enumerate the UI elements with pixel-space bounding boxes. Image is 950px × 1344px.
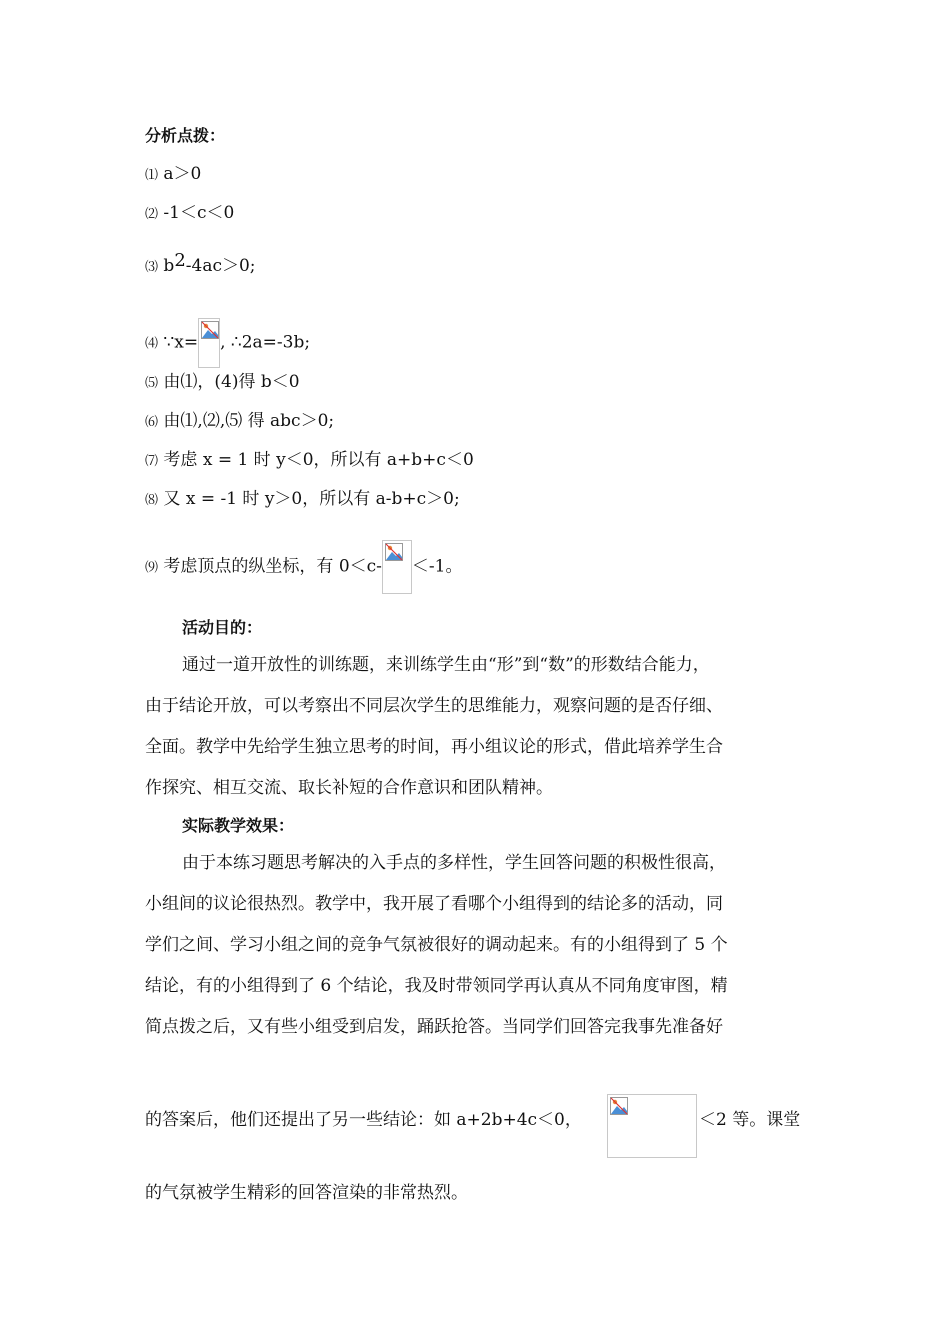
analysis-item-9 (145, 540, 462, 594)
analysis-item-5 (145, 370, 300, 396)
item-text: 考虑顶点的纵坐标，有 0＜c- (163, 556, 382, 577)
effect-line-3: 学们之间、学习小组之间的竞争气氛被很好的调动起来。有的小组得到了 5 个 (145, 935, 728, 955)
item-number: ⑷ (145, 336, 159, 352)
purpose-line-2: 由于结论开放，可以考察出不同层次学生的思维能力，观察问题的是否仔细、 (145, 696, 723, 716)
item-text: 由⑴，(4)得 b＜0 (163, 372, 300, 392)
analysis-item-3 (145, 250, 256, 280)
analysis-item-8 (145, 487, 460, 513)
item-number: ⑸ (145, 376, 159, 391)
item-text: -4ac＞0; (185, 256, 256, 276)
broken-image-icon (607, 1094, 697, 1158)
analysis-item-6 (145, 409, 334, 435)
item-text: -1＜c＜0 (163, 203, 235, 223)
analysis-item-1 (145, 162, 201, 188)
item-number: ⑵ (145, 207, 159, 222)
analysis-heading: 分析点拨： (145, 126, 226, 145)
broken-image-icon (382, 540, 412, 594)
effect-line-7: 的气氛被学生精彩的回答渲染的非常热烈。 (145, 1183, 468, 1203)
effect-line-6 (145, 1108, 582, 1132)
item-number: ⑼ (145, 560, 159, 576)
item-text: a＞0 (163, 164, 202, 184)
item-number: ⑴ (145, 168, 159, 183)
item-number: ⑺ (145, 454, 159, 469)
item-number: ⑹ (145, 415, 159, 430)
superscript: 2 (174, 250, 186, 271)
effect-heading: 实际教学效果： (182, 816, 295, 835)
item-number: ⑶ (145, 260, 159, 275)
analysis-item-2 (145, 201, 234, 227)
effect-line-4: 结论，有的小组得到了 6 个结论，我及时带领同学再认真从不同角度审图，精 (145, 976, 728, 996)
item-number: ⑻ (145, 493, 159, 508)
item-text: ∵x= (163, 332, 199, 353)
effect-text: 的答案后，他们还提出了另一些结论：如 a+2b+4c＜0， (145, 1110, 582, 1130)
item-text: ＜-1。 (411, 556, 463, 577)
effect-line-6-tail: ＜2 等。课堂 (699, 1110, 801, 1130)
item-text: , ∴2a=-3b; (220, 332, 311, 353)
analysis-item-4 (145, 318, 310, 368)
purpose-line-3: 全面。教学中先给学生独立思考的时间，再小组议论的形式，借此培养学生合 (145, 737, 723, 757)
effect-line-1: 由于本练习题思考解决的入手点的多样性，学生回答问题的积极性很高， (182, 853, 726, 873)
item-text: 考虑 x = 1 时 y＜0，所以有 a+b+c＜0 (163, 450, 474, 470)
effect-line-2: 小组间的议论很热烈。教学中，我开展了看哪个小组得到的结论多的活动，同 (145, 894, 723, 914)
item-text: b (163, 256, 175, 276)
effect-line-5: 简点拨之后，又有些小组受到启发，踊跃抢答。当同学们回答完我事先准备好 (145, 1017, 723, 1037)
purpose-line-1: 通过一道开放性的训练题，来训练学生由“形”到“数”的形数结合能力， (182, 655, 710, 675)
broken-image-icon (198, 318, 220, 368)
item-text: 又 x = -1 时 y＞0，所以有 a-b+c＞0; (163, 489, 460, 509)
analysis-item-7 (145, 448, 474, 474)
item-text: 由⑴,⑵,⑸ 得 abc＞0; (163, 411, 335, 431)
purpose-heading: 活动目的： (182, 618, 263, 637)
purpose-line-4: 作探究、相互交流、取长补短的合作意识和团队精神。 (145, 778, 553, 798)
